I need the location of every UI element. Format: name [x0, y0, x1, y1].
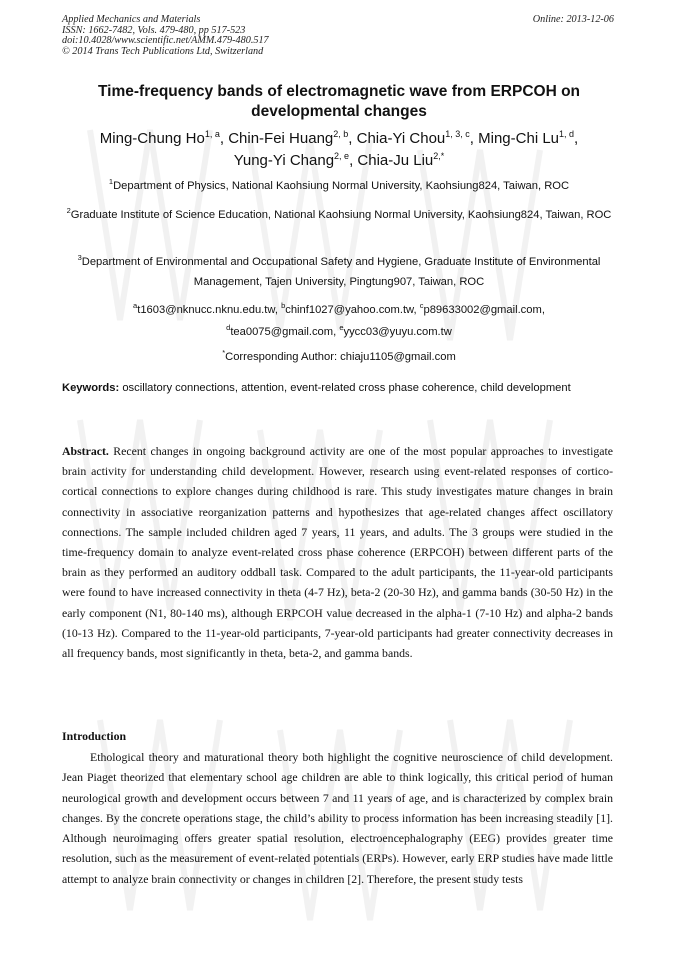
author-sup: 1, 3, c — [445, 129, 470, 139]
author-sup: 1, a — [204, 129, 220, 139]
keywords-label: Keywords: — [62, 382, 120, 394]
email: p89633002@gmail.com — [423, 304, 542, 316]
paper-title — [62, 82, 616, 122]
email: t1603@nknucc.nknu.edu.tw — [137, 304, 275, 316]
affiliation-sup: 3 — [77, 253, 82, 262]
affiliation-sup: 2 — [66, 206, 71, 215]
author-sup: 1, d — [559, 129, 575, 139]
introduction-heading: Introduction — [62, 729, 127, 743]
introduction-text: Ethological theory and maturational theory both highlight the cognitive neuroscience of child development. Jean Piaget theorized that elementary school age children are able to think logically, this critical period of human neurological growth and development occurs between 7 and 11 years of age, and is characterized by complex brain changes. By the concrete operations stage, the child’s ability to process information has been increasing steadily [1]. Although neuroimaging offers greater spatial resolution, electroencephalography (EEG) provides greater time resolution, such as the measurement of event-related potentials (ERPs). However, early ERP studies have made little attempt to analyze brain connectivity or changes in children [2]. Therefore, the present study tests — [62, 750, 613, 886]
affiliation-3 — [62, 252, 616, 292]
keywords — [62, 378, 613, 398]
email-sup: d — [226, 323, 231, 332]
author-sup: 2,* — [433, 151, 445, 161]
author-name: Chin-Fei Huang — [228, 130, 334, 147]
journal-header — [62, 15, 614, 57]
corresponding-author — [62, 348, 616, 366]
journal-issn: ISSN: 1662-7482, Vols. 479-480, pp 517-523 — [62, 24, 246, 36]
affiliation-text: Graduate Institute of Science Education, National Kaohsiung Normal University, Kaohsiung824, Taiwan, ROC — [70, 209, 612, 221]
email-sup: b — [281, 301, 286, 310]
author-name: Chia-Ju Liu — [357, 152, 434, 169]
corresponding-text: Corresponding Author: chiaju1105@gmail.com — [225, 351, 456, 363]
title-line-2: developmental changes — [251, 103, 427, 120]
journal-name: Applied Mechanics and Materials — [62, 14, 201, 25]
affiliation-2 — [62, 205, 616, 225]
author-emails: $^a$t1603@nknucc.nknu.edu.tw, $^b$chinf1027@yahoo.com.tw, $^c$p89633002@gmail.com, $^d$tea0075@gmail.com, $^e$yycc03@yuyu.com.tw — [133, 301, 545, 338]
corresponding-sup: * — [222, 348, 226, 357]
author-sup: 2, b — [333, 129, 349, 139]
author-name: Yung-Yi Chang — [233, 152, 335, 169]
abstract-text: Recent changes in ongoing background activity are one of the most popular approaches to investigate brain activity for understanding child development. However, research using event-related responses of cortico-cortical connections to explore changes during childhood is rare. This study investigates mature changes in brain connectivity in associative reorganization patterns and hypothesizes that age-related changes affect oscillatory connections. The sample included children aged 7 years, 11 years, and adults. The 3 groups were studied in the time-frequency domain to analyze event-related cross phase coherence (ERPCOH) between different parts of the brain as they performed an auditory oddball task. Compared to the adult participants, the 11-year-old participants were found to have increased connectivity in theta (4-7 Hz), beta-2 (20-30 Hz), and gamma bands (30-50 Hz) in the early component (N1, 80-140 ms), although ERPCOH value decreased in the alpha-1 (7-10 Hz) and alpha-2 bands (10-13 Hz). Compared to the 11-year-old participants, 7-year-old participants had greater connectivity decreases in all frequency bands, most significantly in theta, beta-2, and gamma bands. — [62, 444, 614, 661]
abstract — [62, 441, 613, 663]
affiliation-1 — [62, 176, 616, 196]
author-sup: 2, e — [334, 151, 350, 161]
online-date: Online: 2013-12-06 — [532, 14, 614, 25]
affiliation-text: Department of Environmental and Occupational Safety and Hygiene, Graduate Institute of Environmental Management, Tajen University, Pingtung907, Taiwan, ROC — [81, 256, 601, 288]
abstract-label: Abstract. — [62, 444, 109, 458]
affiliation-text: Department of Physics, National Kaohsiung Normal University, Kaohsiung824, Taiwan, ROC — [113, 180, 570, 192]
email: yycc03@yuyu.com.tw — [343, 326, 452, 338]
affiliation-sup: 1 — [108, 177, 114, 186]
title-line-1: Time-frequency bands of electromagnetic wave from ERPCOH on — [97, 83, 581, 100]
keywords-text: oscillatory connections, attention, event-related cross phase coherence, child development — [122, 382, 571, 394]
journal-copyright: © 2014 Trans Tech Publications Ltd, Switzerland — [62, 45, 264, 57]
email: tea0075@gmail.com — [230, 326, 334, 338]
email-sup: c — [419, 301, 424, 310]
author-name: Ming-Chung Ho — [99, 130, 205, 147]
email: chinf1027@yahoo.com.tw — [285, 304, 414, 316]
email-sup: a — [133, 301, 138, 310]
email-sup: e — [339, 323, 344, 332]
author-name: Chia-Yi Chou — [356, 130, 446, 147]
author-name: Ming-Chi Lu — [478, 130, 560, 147]
journal-doi: doi:10.4028/www.scientific.net/AMM.479-480.517 — [62, 35, 269, 46]
author-list: Ming-Chung Ho$^{1, a}$, Chin-Fei Huang$^{2, b}$, Chia-Yi Chou$^{1, 3, c}$, Ming-Chi Lu$^{1, d}$, Yung-Yi Chang$^{2, e}$, Chia-Ju Liu$^{2,*}$ — [99, 129, 579, 169]
